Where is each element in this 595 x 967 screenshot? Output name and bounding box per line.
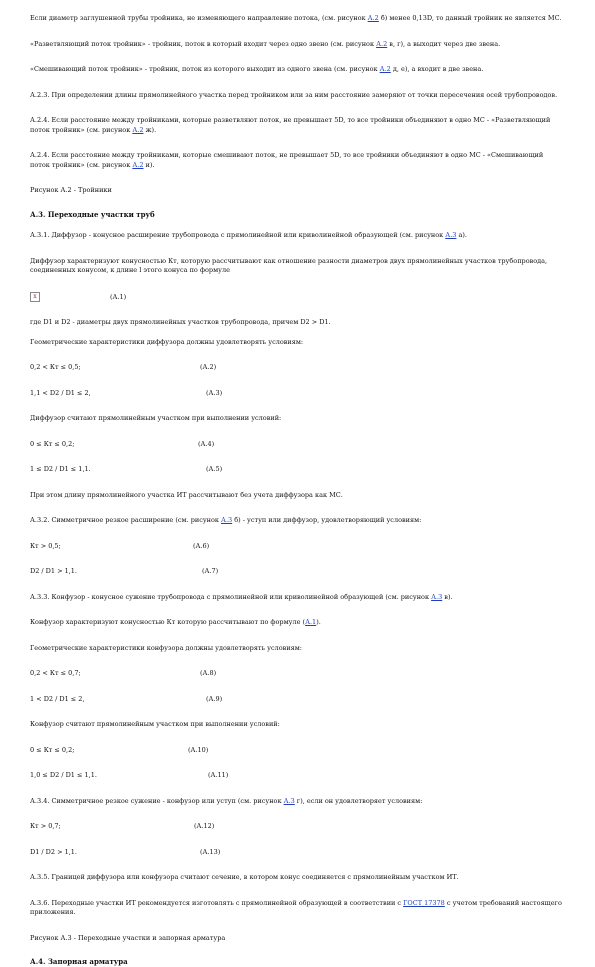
formula-number: (А.11)	[208, 771, 229, 779]
figure-link-a2[interactable]: А.2	[376, 39, 388, 48]
formula-a4	[30, 440, 565, 450]
formula-a9	[30, 695, 565, 705]
paragraph-confuser-definition: Конфузор характеризуют конусностью Кт которую рассчитывают по формуле (А.1).	[30, 618, 321, 626]
formula-number: (А.12)	[194, 822, 215, 830]
formula-number: (А.2)	[200, 363, 217, 371]
formula-number: (А.6)	[193, 541, 210, 550]
formula-number: (А.5)	[206, 465, 223, 473]
formula-number: (А.7)	[202, 567, 219, 575]
paragraph-diffuser-straight: Диффузор считают прямолинейным участком при выполнении условий:	[30, 414, 282, 422]
figure-caption-a2: Рисунок А.2 - Тройники	[30, 186, 112, 194]
standard-link-gost-17378[interactable]: ГОСТ 17378	[403, 898, 445, 907]
formula-a12	[30, 822, 565, 832]
formula-a6	[30, 542, 565, 552]
formula-a7	[30, 567, 565, 577]
intro-paragraphs	[30, 14, 565, 170]
formula-link-a1[interactable]: А.1	[305, 618, 317, 626]
intro-paragraph: «Смешивающий поток тройник» - тройник, поток из которого выходит из одного звена (см. рисунок А.2 д, е), а входит в две звена.	[30, 65, 484, 73]
figure-link-a3[interactable]: А.3	[283, 796, 295, 805]
formula-number: (А.8)	[200, 669, 217, 677]
formula-expression: 1 ≤ D2 / D1 ≤ 1,1.	[30, 465, 91, 473]
paragraph-a31: А.3.1. Диффузор - конусное расширение трубопровода с прямолинейной или криволинейной образующей (см. рисунок А.3 а).	[30, 231, 467, 239]
paragraph-a34: А.3.4. Симметричное резкое сужение - конфузор или уступ (см. рисунок А.3 г), если он удовлетворяет условиям:	[30, 796, 423, 805]
intro-paragraph: «Разветвляющий поток тройник» - тройник, поток в который входит через одно звено (см. рисунок А.2 в, г), а выходит через две звена.	[30, 39, 501, 48]
section-heading-a3: А.3. Переходные участки труб	[30, 209, 155, 219]
figure-link-a2[interactable]: А.2	[132, 160, 144, 169]
paragraph-diffuser-definition: Диффузор характеризуют конусностью Кт, которую рассчитывают как отношение разности диаметров двух прямолинейных участков трубопровода, соединенных конусом, к длине l этого конуса по формуле	[30, 256, 548, 274]
figure-link-a3[interactable]: А.3	[221, 516, 233, 524]
broken-image-icon: x	[30, 292, 40, 302]
section-heading-a4: А.4. Запорная арматура	[30, 957, 128, 966]
formula-expression: 0,2 < Кт ≤ 0,5;	[30, 363, 81, 371]
formula-a1	[30, 292, 565, 303]
paragraph-geometry-diffuser: Геометрические характеристики диффузора должны удовлетворять условиям:	[30, 337, 304, 346]
figure-link-a2[interactable]: А.2	[367, 14, 379, 22]
figure-link-a2[interactable]: А.2	[379, 65, 391, 73]
intro-paragraph: Если диаметр заглушенной трубы тройника, не изменяющего направление потока, (см. рисунок А.2 б) менее 0,13D, то данный тройник не является МС.	[30, 14, 562, 22]
formula-number: (А.3)	[206, 388, 223, 397]
formula-expression: 1,1 < D2 / D1 ≤ 2,	[30, 388, 91, 397]
paragraph-confuser-straight: Конфузор считают прямолинейным участком при выполнении условий:	[30, 720, 280, 728]
formula-number: (А.1)	[110, 292, 127, 301]
intro-paragraph: А.2.4. Если расстояние между тройниками, которые смешивают поток, не превышает 5D, то все тройники объединяют в одно МС - «Смешивающий поток тройник» (см. рисунок А.2 и).	[30, 151, 544, 169]
formula-number: (А.4)	[198, 439, 215, 448]
formula-a3	[30, 389, 565, 399]
formula-expression: 1,0 ≤ D2 / D1 ≤ 1,1.	[30, 771, 97, 779]
paragraph-where: где D1 и D2 - диаметры двух прямолинейных участков трубопровода, причем D2 > D1.	[30, 318, 331, 326]
paragraph-a35: А.3.5. Границей диффузора или конфузора считают сечение, в котором конус соединяется с прямолинейным участком ИТ.	[30, 873, 459, 881]
figure-link-a3[interactable]: А.3	[431, 592, 443, 601]
paragraph-a33: А.3.3. Конфузор - конусное сужение трубопровода с прямолинейной или криволинейной образующей (см. рисунок А.3 в).	[30, 592, 453, 601]
formula-expression: 0 ≤ Кт ≤ 0,2;	[30, 439, 75, 448]
formula-a2	[30, 363, 565, 373]
formula-expression: D1 / D2 > 1,1.	[30, 847, 77, 856]
intro-paragraph: А.2.3. При определении длины прямолинейного участка перед тройником или за ним расстояние замеряют от точки пересечения осей трубопроводов.	[30, 90, 558, 99]
figure-caption-a3: Рисунок А.3 - Переходные участки и запорная арматура	[30, 933, 226, 942]
paragraph-a32: А.3.2. Симметричное резкое расширение (см. рисунок А.3 б) - уступ или диффузор, удовлетворяющий условиям:	[30, 516, 422, 524]
figure-link-a3[interactable]: А.3	[445, 231, 457, 239]
formula-a13	[30, 848, 565, 858]
intro-paragraph: А.2.4. Если расстояние между тройниками, которые разветвляют поток, не превышает 5D, то все тройники объединяют в одно МС - «Разветвляющий поток тройник» (см. рисунок А.2 ж).	[30, 116, 551, 134]
formula-number: (А.9)	[206, 694, 223, 703]
figure-link-a2[interactable]: А.2	[132, 125, 144, 134]
formula-expression: 0,2 < Кт ≤ 0,7;	[30, 669, 81, 677]
paragraph-a36: А.3.6. Переходные участки ИТ рекомендуется изготовлять с прямолинейной образующей в соответствии с ГОСТ 17378 с учетом требований настоящего приложения.	[30, 898, 562, 916]
formula-expression: D2 / D1 > 1,1.	[30, 567, 77, 575]
paragraph-geometry-confuser: Геометрические характеристики конфузора должны удовлетворять условиям:	[30, 643, 302, 652]
paragraph-diffuser-length: При этом длину прямолинейного участка ИТ рассчитывают без учета диффузора как МС.	[30, 490, 343, 499]
formula-expression: 0 ≤ Кт ≤ 0,2;	[30, 745, 75, 754]
formula-a10	[30, 746, 565, 756]
formula-a5	[30, 465, 565, 475]
formula-a11	[30, 771, 565, 781]
formula-expression: Кт > 0,7;	[30, 822, 61, 830]
formula-expression: 1 < D2 / D1 ≤ 2,	[30, 694, 85, 703]
formula-a8	[30, 669, 565, 679]
formula-number: (А.10)	[188, 745, 209, 754]
formula-number: (А.13)	[200, 847, 221, 856]
formula-expression: Кт > 0,5;	[30, 541, 61, 550]
